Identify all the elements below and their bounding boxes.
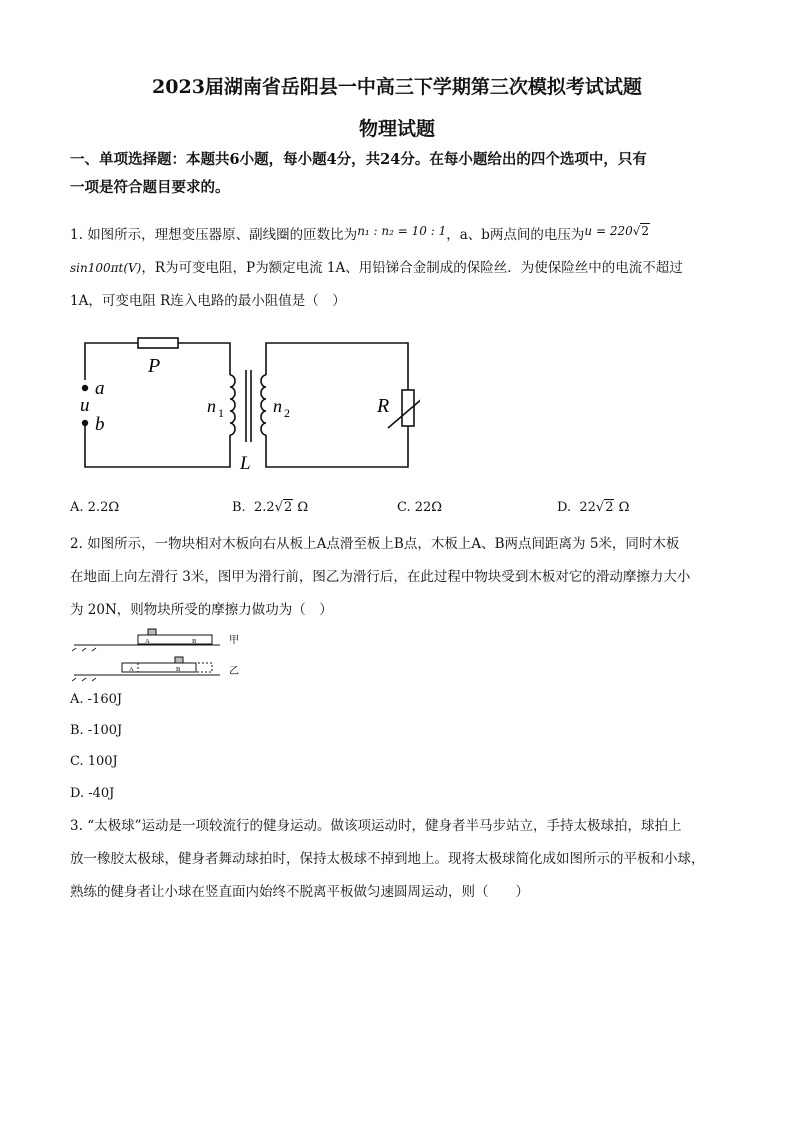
- option-root: 2: [283, 500, 293, 515]
- figure-yi-label: 乙: [229, 666, 239, 677]
- q2-board-diagram: [72, 626, 247, 684]
- option-letter: B.: [232, 500, 246, 515]
- question-3: [70, 810, 735, 909]
- n1-label: n: [207, 396, 216, 416]
- point-B-after: B: [176, 666, 181, 673]
- n1-subscript: 1: [218, 406, 224, 420]
- secondary-coil: [261, 375, 266, 435]
- q2-line1-text: 如图所示，一物块相对木板向右从板上A点滑至板上B点，木板上A、B两点间距离为 5米，同时木板: [87, 536, 680, 552]
- q1-voltage-root: 2: [641, 224, 650, 238]
- sqrt-symbol: √2: [595, 500, 614, 515]
- option-unit: Ω: [297, 500, 309, 515]
- terminal-b-dot: [82, 420, 88, 426]
- terminal-a-dot: [82, 385, 88, 391]
- q1-voltage-func: sin100πt(V): [70, 261, 142, 275]
- secondary-wire-top: [266, 343, 408, 390]
- q1-line2: [70, 252, 735, 285]
- primary-wire-bottom: [85, 425, 230, 467]
- q1-option-c[interactable]: [397, 500, 442, 515]
- q1-voltage-lhs: u = 220: [584, 224, 633, 238]
- q2-option-a[interactable]: A. -160J: [70, 692, 123, 707]
- question-1: [70, 215, 735, 318]
- terminal-a-label: a: [95, 378, 105, 399]
- q1-turns-ratio: n₁ : n₂ = 10 : 1: [357, 224, 447, 238]
- core-L-label: L: [240, 453, 251, 474]
- option-letter: A.: [70, 500, 84, 515]
- voltage-u-label: u: [80, 395, 90, 416]
- section-heading: [70, 146, 735, 202]
- block-after: [175, 657, 183, 663]
- q2-line3: 为 20N，则物块所受的摩擦力做功为（ ）: [70, 602, 333, 618]
- point-B-before: B: [192, 638, 197, 645]
- option-value: 22Ω: [414, 500, 443, 515]
- terminal-b-label: b: [95, 414, 105, 435]
- q1-option-d[interactable]: [557, 500, 629, 515]
- sqrt-symbol: √2: [274, 500, 293, 515]
- q1-text-a: 如图所示，理想变压器原、副线圈的匝数比为: [87, 227, 358, 243]
- q1-circuit-diagram: [80, 330, 420, 475]
- figure-jia-label: 甲: [229, 635, 239, 646]
- n2-label: n: [273, 396, 282, 416]
- block-before: [148, 629, 156, 635]
- page-subtitle: 物理试题: [358, 118, 435, 140]
- option-value: 2.2Ω: [87, 500, 120, 515]
- page-title: 2023届湖南省岳阳县一中高三下学期第三次模拟考试试题: [152, 76, 642, 98]
- fuse-label: P: [148, 355, 161, 377]
- q1-voltage: [584, 224, 650, 238]
- section-heading-line1: 一、单项选择题：本题共6小题，每小题4分，共24分。在每小题给出的四个选项中，只有: [70, 151, 647, 168]
- q1-option-b[interactable]: [232, 500, 308, 515]
- q3-line2: 放一橡胶太极球，健身者舞动球拍时，保持太极球不掉到地上。现将太极球简化成如图所示的平板和小球，: [70, 851, 705, 867]
- fuse-P: [138, 338, 178, 348]
- q1-line2-text: ，R为可变电阻，P为额定电流 1A、用铅锑合金制成的保险丝．为使保险丝中的电流不超过: [141, 260, 683, 276]
- question-2: [70, 528, 735, 627]
- option-root: 2: [605, 500, 614, 515]
- sqrt-symbol: √2: [632, 224, 650, 238]
- primary-wire-top-right: [178, 343, 230, 375]
- secondary-wire-bottom: [266, 426, 408, 467]
- q1-option-a[interactable]: [70, 500, 119, 515]
- section-heading-line2: 一项是符合题目要求的。: [70, 179, 230, 196]
- q1-line3: 1A，可变电阻 R连入电路的最小阻值是（ ）: [70, 293, 346, 309]
- option-value: 22: [579, 500, 596, 515]
- q2-option-c[interactable]: C. 100J: [70, 754, 118, 769]
- q3-line1-text: “太极球”运动是一项较流行的健身运动。做该项运动时，健身者半马步站立，手持太极球拍，球拍上: [87, 818, 682, 834]
- n2-subscript: 2: [284, 406, 290, 420]
- q1-line1: [70, 215, 735, 252]
- q2-number: 2.: [70, 536, 83, 552]
- option-letter: D.: [557, 500, 572, 515]
- primary-coil: [230, 375, 235, 435]
- q2-option-d[interactable]: D. -40J: [70, 786, 115, 801]
- q1-text-b: ，a、b两点间的电压为: [446, 227, 585, 243]
- q1-number: 1.: [70, 227, 83, 243]
- option-letter: C.: [397, 500, 411, 515]
- q3-number: 3.: [70, 818, 83, 834]
- point-A-before: A: [145, 638, 150, 645]
- resistor-R-label: R: [377, 395, 390, 417]
- q2-line1: [70, 528, 735, 561]
- q2-option-b[interactable]: B. -100J: [70, 723, 123, 738]
- q3-line3: 熟练的健身者让小球在竖直面内始终不脱离平板做匀速圆周运动，则（ ）: [70, 884, 529, 900]
- point-A-after: A: [129, 666, 134, 673]
- primary-wire-top-left: [85, 343, 138, 380]
- q2-line2: 在地面上向左滑行 3米，图甲为滑行前，图乙为滑行后，在此过程中物块受到木板对它的滑动摩擦力大小: [70, 569, 691, 585]
- option-unit: Ω: [618, 500, 630, 515]
- q3-line1: [70, 810, 735, 843]
- option-value: 2.2: [253, 500, 275, 515]
